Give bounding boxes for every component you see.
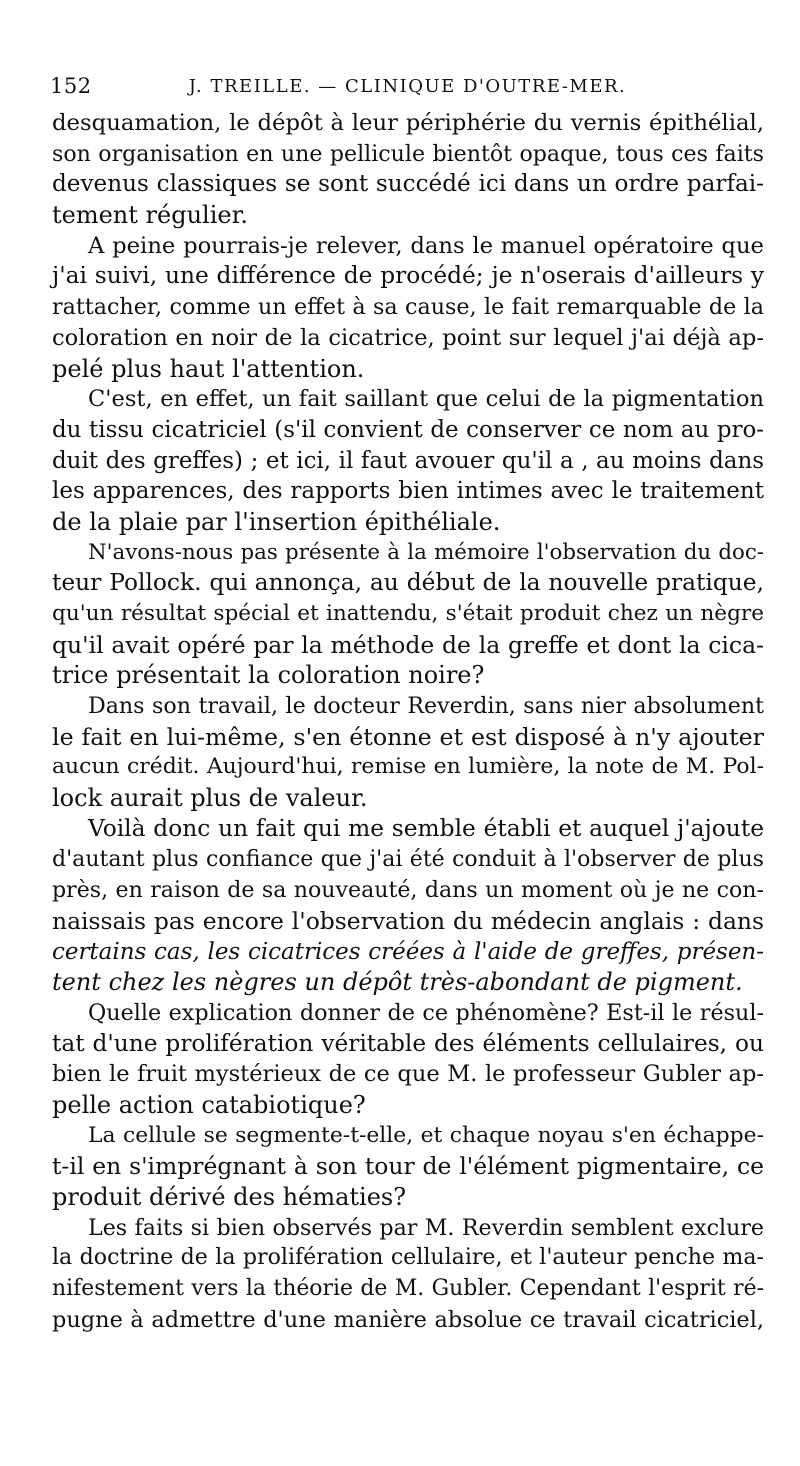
text-line: les apparences, des rapports bien intimes avec le traitement: [52, 478, 764, 505]
text-line: N'avons-nous pas présente à la mémoire l'observation du doc-: [88, 539, 764, 565]
text-line: nifestement vers la théorie de M. Gubler. Cependant l'esprit ré-: [52, 1276, 764, 1302]
text-line: qu'un résultat spécial et inattendu, s'était produit chez un nègre: [52, 601, 764, 626]
text-line: tent chez les nègres un dépôt très-abondant de pigment.: [52, 968, 743, 997]
text-line: Voilà donc un fait qui me semble établi et auquel j'ajoute: [88, 814, 764, 842]
text-line: bien le fruit mystérieux de ce que M. le professeur Gubler ap-: [52, 1061, 764, 1088]
text-line: la doctrine de la prolifération cellulaire, et l'auteur penche ma-: [52, 1245, 764, 1271]
text-line: Quelle explication donner de ce phénomène? Est-il le résul-: [88, 999, 764, 1026]
body-text: [52, 108, 764, 1336]
running-head: J. TREILLE. — CLINIQUE D'OUTRE-MER.: [188, 76, 627, 97]
text-line: Dans son travail, le docteur Reverdin, sans nier absolument: [88, 693, 764, 720]
text-line: aucun crédit. Aujourd'hui, remise en lumière, la note de M. Pol-: [52, 754, 764, 780]
text-line: qu'il avait opéré par la méthode de la greffe et dont la cica-: [52, 630, 764, 659]
text-line: son organisation en une pellicule bientôt opaque, tous ces faits: [52, 140, 764, 167]
text-line: teur Pollock. qui annonça, au début de la nouvelle pratique,: [52, 569, 764, 597]
text-line: certains cas, les cicatrices créées à l'aide de greffes, présen-: [52, 938, 764, 965]
text-line: pelé plus haut l'attention.: [52, 354, 365, 383]
page-number: 152: [50, 74, 92, 98]
text-line: trice présentait la coloration noire?: [52, 661, 485, 690]
text-line: Les faits si bien observés par M. Reverdin semblent exclure: [88, 1214, 764, 1241]
text-line: d'autant plus confiance que j'ai été conduit à l'observer de plus: [52, 846, 764, 872]
text-line: A peine pourrais-je relever, dans le manuel opératoire que: [88, 232, 764, 259]
page-header: [50, 74, 765, 104]
text-line: du tissu cicatriciel (s'il convient de conserver ce nom au pro-: [52, 416, 764, 443]
text-line: pelle action catabiotique?: [52, 1091, 366, 1119]
text-line: rattacher, comme un effet à sa cause, le fait remarquable de la: [52, 294, 764, 321]
text-line: coloration en noir de la cicatrice, point sur lequel j'ai déjà ap-: [52, 324, 764, 351]
text-line: tat d'une prolifération véritable des éléments cellulaires, ou: [52, 1029, 764, 1057]
text-line: desquamation, le dépôt à leur périphérie du vernis épithélial,: [52, 110, 764, 136]
text-line: duit des greffes) ; et ici, il faut avouer qu'il a , au moins dans: [52, 447, 764, 474]
text-line: j'ai suivi, une différence de procédé; je n'oserais d'ailleurs y: [52, 262, 764, 290]
text-line: produit dérivé des hématies?: [52, 1183, 407, 1212]
text-line: La cellule se segmente-t-elle, et chaque noyau s'en échappe-: [88, 1122, 764, 1148]
text-line: lock aurait plus de valeur.: [52, 784, 368, 813]
text-line: près, en raison de sa nouveauté, dans un moment où je ne con-: [52, 877, 764, 904]
text-line: de la plaie par l'insertion épithéliale.: [52, 507, 501, 536]
text-line: devenus classiques se sont succédé ici dans un ordre parfai-: [52, 171, 764, 198]
text-line: le fait en lui-même, s'en étonne et est disposé à n'y ajouter: [52, 722, 764, 751]
text-line: pugne à admettre d'une manière absolue ce travail cicatriciel,: [52, 1306, 764, 1333]
text-line: tement régulier.: [52, 201, 249, 230]
text-line: C'est, en effet, un fait saillant que celui de la pigmentation: [88, 386, 764, 413]
text-line: naissais pas encore l'observation du médecin anglais : dans: [52, 906, 764, 935]
text-line: t-il en s'imprégnant à son tour de l'élément pigmentaire, ce: [52, 1152, 764, 1181]
